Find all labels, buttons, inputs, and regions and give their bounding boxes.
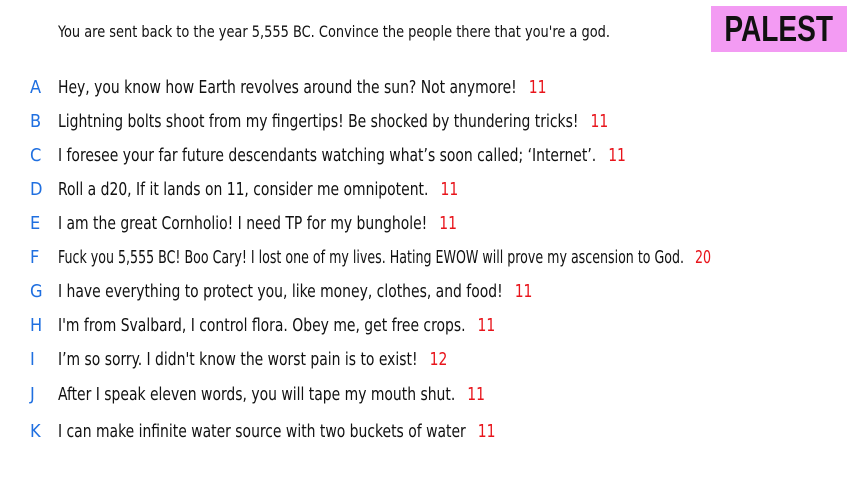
entry-text: Fuck you 5,555 BC! Boo Cary! I lost one of my lives. Hating EWOW will prove my ascension to God. [58, 246, 685, 268]
list-item [30, 176, 523, 202]
word-count: 11 [528, 76, 547, 98]
list-item [30, 312, 566, 338]
list-item [30, 142, 718, 168]
entry-text: I foresee your far future descendants watching what’s soon called; ‘Internet’. [58, 144, 597, 166]
entry-line [58, 315, 495, 336]
entry-letter: K [30, 420, 41, 442]
word-count: 11 [439, 212, 458, 234]
entry-line [58, 349, 447, 370]
entry-line [58, 384, 485, 405]
category-tag [711, 6, 847, 52]
entry-text: After I speak eleven words, you will tape my mouth shut. [58, 383, 456, 405]
entry-text: I can make infinite water source with two buckets of water [58, 420, 466, 442]
entry-text: I have everything to protect you, like money, clothes, and food! [58, 280, 503, 302]
word-count: 20 [694, 246, 712, 268]
entry-letter: D [30, 178, 43, 200]
entry-text: Lightning bolts shoot from my fingertips! Be shocked by thundering tricks! [58, 110, 579, 132]
list-item [30, 346, 511, 372]
entry-text: I'm from Svalbard, I control flora. Obey me, get free crops. [58, 314, 466, 336]
list-item [30, 278, 610, 304]
entry-letter: G [30, 280, 43, 302]
prompt-text: You are sent back to the year 5,555 BC. Convince the people there that you're a god. [58, 22, 610, 41]
word-count: 11 [514, 280, 533, 302]
entry-letter: C [30, 144, 42, 166]
word-count: 11 [608, 144, 626, 166]
word-count: 11 [477, 420, 496, 442]
list-item [30, 418, 567, 444]
word-count: 11 [477, 314, 496, 336]
entry-letter: E [30, 212, 41, 234]
word-count: 12 [429, 348, 448, 370]
category-tag-label: PALEST [724, 8, 834, 49]
word-count: 11 [440, 178, 459, 200]
list-item [30, 381, 555, 407]
entry-letter: J [30, 383, 35, 405]
entry-text: I’m so sorry. I didn't know the worst pain is to exist! [58, 348, 418, 370]
entry-line [58, 77, 547, 98]
entry-text: I am the great Cornholio! I need TP for my bunghole! [58, 212, 428, 234]
entry-text: Roll a d20, If it lands on 11, consider me omnipotent. [58, 178, 429, 200]
entry-line [58, 145, 626, 166]
entry-text: Hey, you know how Earth revolves around the sun? Not anymore! [58, 76, 517, 98]
entry-line [58, 281, 532, 302]
entry-letter: F [30, 246, 40, 268]
entry-letter: B [30, 110, 42, 132]
word-count: 11 [467, 383, 486, 405]
entry-line [58, 179, 458, 200]
entry-line [58, 213, 457, 234]
entry-line [58, 421, 496, 442]
entry-line [58, 111, 608, 132]
entry-letter: A [30, 76, 42, 98]
word-count: 11 [590, 110, 609, 132]
entry-line [58, 247, 711, 268]
list-item [30, 108, 698, 134]
list-item [30, 74, 626, 100]
list-item [30, 210, 522, 236]
entry-letter: H [30, 314, 43, 336]
entry-letter: I [30, 348, 35, 370]
list-item [30, 244, 853, 270]
